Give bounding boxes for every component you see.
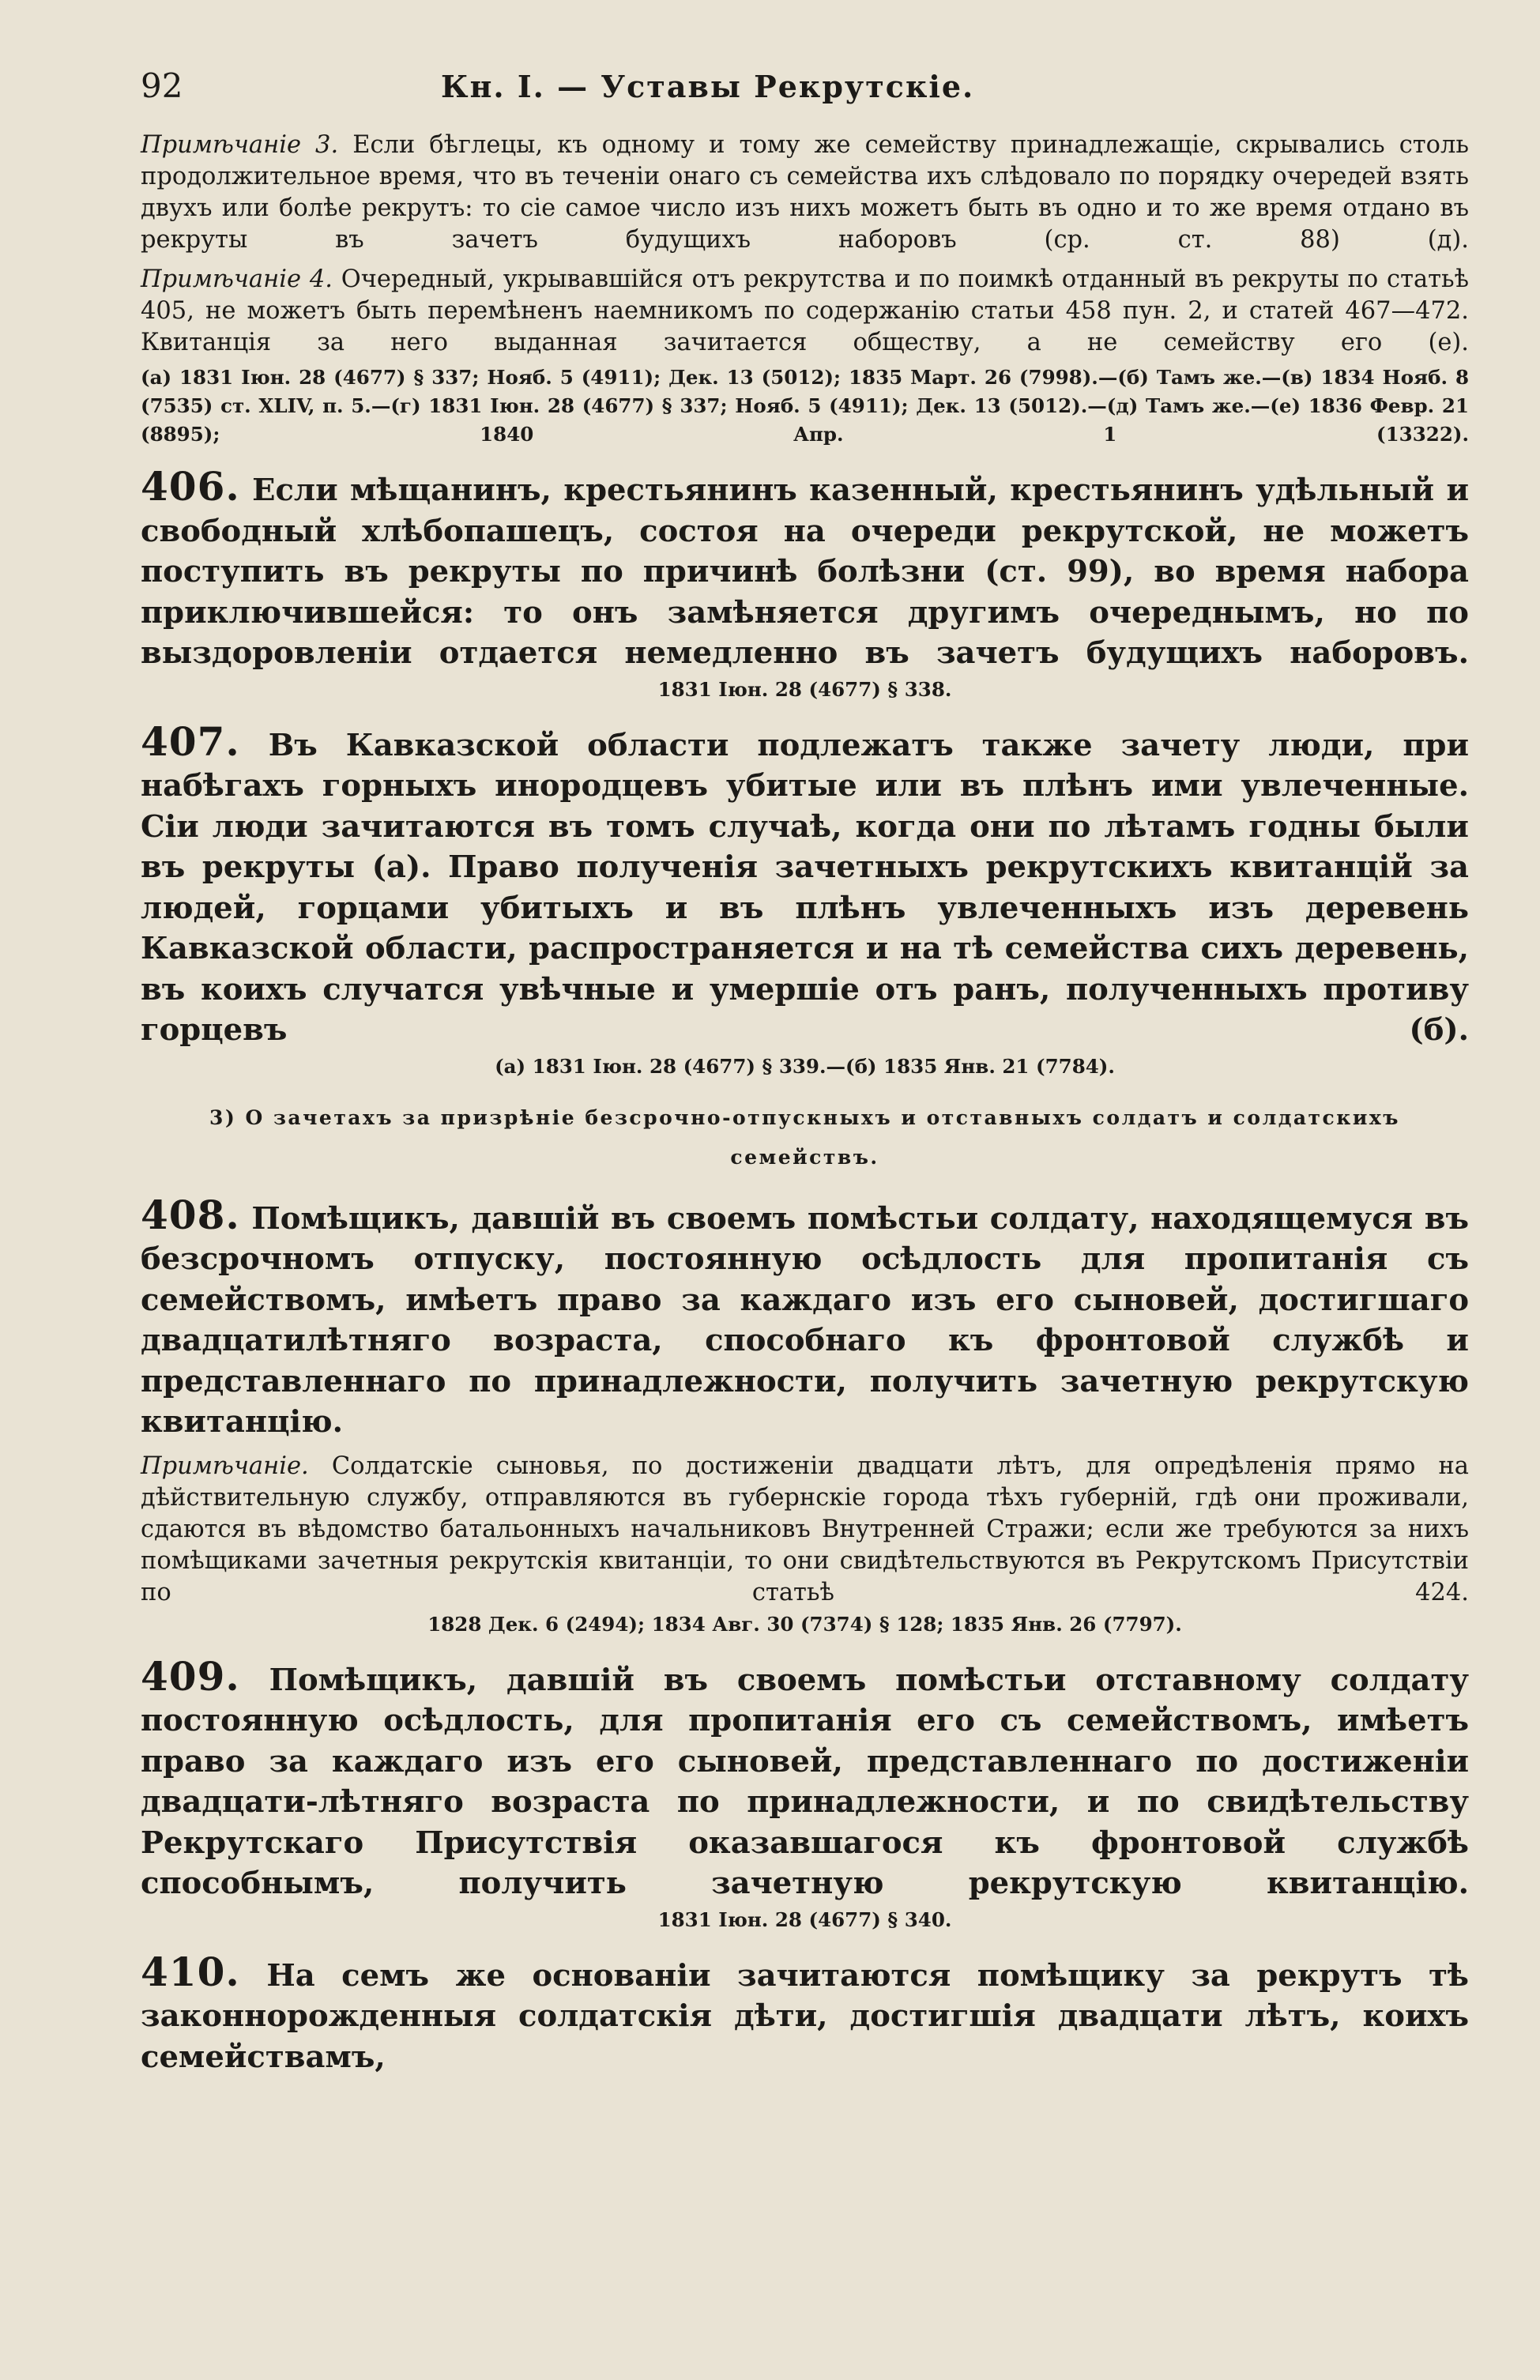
article-number: 408. xyxy=(141,1191,240,1238)
article-text: Помѣщикъ, давшiй въ своемъ помѣстьи солдату, находящемуся въ безсрочномъ отпуску, постоянную осѣдлость для пропитанiя съ семействомъ, имѣетъ право за каждаго изъ его сыновей, достигшаго двадцатилѣтняго возраста, способнаго къ фронтовой службѣ и представленнаго по принадлежности, получить зачетную рекрутскую квитанцiю. xyxy=(141,1200,1470,1440)
article-text: Въ Кавказской области подлежатъ также зачету люди, при набѣгахъ горныхъ инородцевъ убитые или въ плѣнъ ими увлеченные. Сiи люди зачитаются въ томъ случаѣ, когда они по лѣтамъ годны были въ рекруты (а). Право полученiя зачетныхъ рекрутскихъ квитанцiй за людей, горцами убитыхъ и въ плѣнъ увлеченныхъ изъ деревень Кавказской области, распространяется и на тѣ семейства сихъ деревень, въ коихъ случатся увѣчные и умершiе отъ ранъ, полученныхъ противу горцевъ (б). xyxy=(141,727,1470,1048)
legal-reference-406: 1831 Iюн. 28 (4677) § 338. xyxy=(657,677,952,701)
article-text: На семъ же основанiи зачитаются помѣщику за рекрутъ тѣ законнорожденныя солдатскiя дѣти, достигшiя двадцати лѣтъ, коихъ семействамъ, xyxy=(141,1957,1470,2075)
running-title: Кн. I. — Уставы Рекрутскiе. xyxy=(441,69,975,104)
article-number: 410. xyxy=(141,1948,240,1995)
page-number: 92 xyxy=(141,66,183,105)
note-label: Примѣчанiе 4. xyxy=(141,265,333,293)
note-text: Солдатскiе сыновья, по достиженiи двадцати лѣтъ, для опредѣленiя прямо на дѣйствительную службу, отправляются въ губернскiе города тѣхъ губернiй, гдѣ они проживали, сдаются въ вѣдомство батальонныхъ начальниковъ Внутренней Стражи; если же требуются за нихъ помѣщиками зачетныя рекрутскiя квитанцiи, то они свидѣтельствуются въ Рекрутскомъ Присутствiи по статьѣ 424. xyxy=(141,1452,1469,1606)
article-text: Если мѣщанинъ, крестьянинъ казенный, крестьянинъ удѣльный и свободный хлѣбопашецъ, состоя на очереди рекрутской, не можетъ поступить въ рекруты по причинѣ болѣзни (ст. 99), во время набора приключившейся: то онъ замѣняется другимъ очереднымъ, но по выздоровленiи отдается немедленно въ зачетъ будущихъ наборовъ. xyxy=(141,473,1470,671)
legal-reference-407: (а) 1831 Iюн. 28 (4677) § 339.—(б) 1835 Янв. 21 (7784). xyxy=(495,1054,1115,1078)
note-text: Если бѣглецы, къ одному и тому же семейству принадлежащiе, скрывались столь продолжительное время, что въ теченiи онаго съ семейства ихъ слѣдовало по порядку очередей взять двухъ или болѣе рекрутъ: то сiе самое число изъ нихъ можетъ быть въ одно и то же время отдано въ рекруты въ зачетъ будущихъ наборовъ (ср. ст. 88) (д). xyxy=(141,131,1469,254)
section-heading: 3) О зачетахъ за призрѣнiе безсрочно-отпускныхъ и отставныхъ солдатъ и солдатскихъ семействъ. xyxy=(209,1105,1400,1169)
article-407 xyxy=(141,717,1470,1051)
legal-reference-408: 1828 Дек. 6 (2494); 1834 Авг. 30 (7374) § 128; 1835 Янв. 26 (7797). xyxy=(427,1612,1182,1636)
note-4 xyxy=(141,264,1469,359)
note-text: Очередный, укрывавшiйся отъ рекрутства и по поимкѣ отданный въ рекруты по статьѣ 405, не можетъ быть перемѣненъ наемникомъ по содержанiю статьи 458 пун. 2, и статей 467—472. Квитанцiя за него выданная зачитается обществу, а не семейству его (е). xyxy=(141,265,1470,356)
article-410 xyxy=(141,1948,1470,2078)
article-number: 407. xyxy=(141,717,240,765)
note-label: Примѣчанiе. xyxy=(141,1452,309,1480)
note-3 xyxy=(141,130,1469,256)
legal-reference-409: 1831 Iюн. 28 (4677) § 340. xyxy=(657,1907,952,1931)
legal-reference-405: (а) 1831 Iюн. 28 (4677) § 337; Нояб. 5 (4911); Дек. 13 (5012); 1835 Март. 26 (7998).—(б) Тамъ же.—(в) 1834 Нояб. 8 (7535) ст. XLIV, п. 5.—(г) 1831 Iюн. 28 (4677) § 337; Нояб. 5 (4911); Дек. 13 (5012).—(д) Тамъ же.—(е) 1836 Февр. 21 (8895); 1840 Апр. 1 (13322). xyxy=(141,366,1469,446)
note-408 xyxy=(141,1451,1469,1609)
article-409 xyxy=(141,1652,1469,1904)
article-number: 409. xyxy=(141,1652,240,1700)
article-406 xyxy=(141,463,1470,674)
page-header xyxy=(141,66,1469,122)
article-number: 406. xyxy=(141,463,240,510)
article-408 xyxy=(141,1191,1470,1443)
article-text: Помѣщикъ, давшiй въ своемъ помѣстьи отставному солдату постоянную осѣдлость, для пропитанiя его съ семействомъ, имѣетъ право за каждаго изъ его сыновей, представленнаго по достиженiи двадцати-лѣтняго возраста по принадлежности, и по свидѣтельству Рекрутскаго Присутствiя оказавшагося къ фронтовой службѣ способнымъ, получить зачетную рекрутскую квитанцiю. xyxy=(141,1662,1469,1901)
note-label: Примѣчанiе 3. xyxy=(141,131,339,159)
